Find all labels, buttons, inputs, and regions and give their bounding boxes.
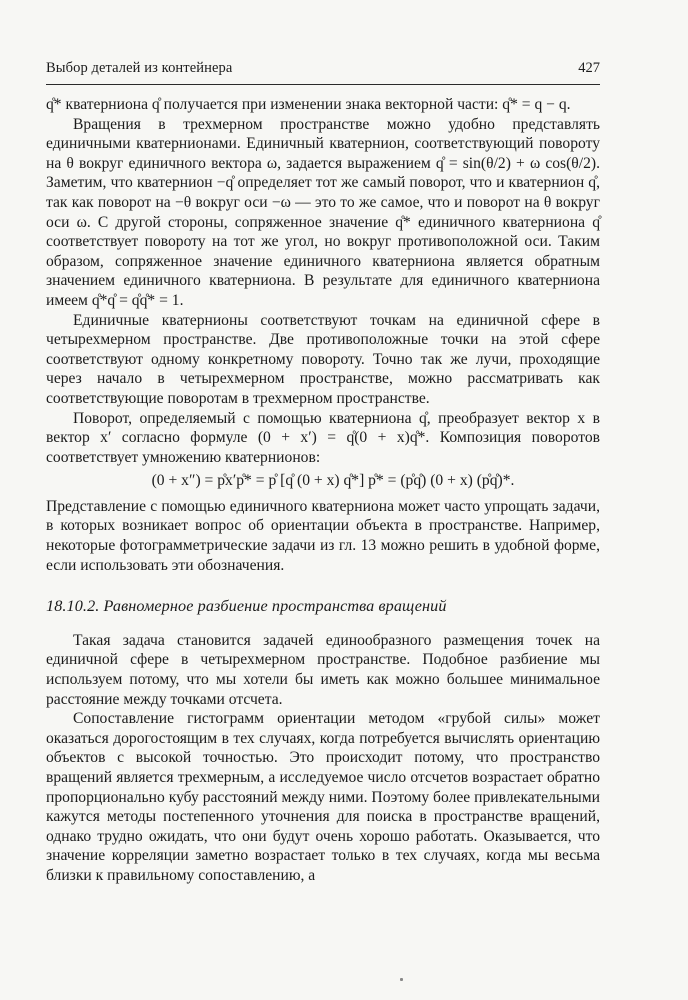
- header-rule: [46, 84, 600, 85]
- display-formula: (0 + x″) = p̊x′p̊* = p̊ [q̊ (0 + x) q̊*] p̊* = (p̊q̊) (0 + x) (p̊q̊)*.: [151, 472, 515, 490]
- chapter-title: Выбор деталей из контейнера: [46, 60, 233, 76]
- running-header: [46, 60, 600, 82]
- paragraph: Поворот, определяемый с помощью кватерниона q̊, преобразует вектор x в вектор x′ согласно формуле (0 + x′) = q̊(0 + x)q̊*. Композиция поворотов соответствует умножению кватернионов:: [46, 409, 600, 466]
- scan-speck: [400, 978, 403, 981]
- paragraph: Вращения в трехмерном пространстве можно удобно представлять единичными кватернионами. Единичный кватернион, соответствующий повороту на θ вокруг единичного вектора ω, задается выражением q̊ = sin(θ/2) + ω cos(θ/2). Заметим, что кватернион −q̊ определяет тот же самый поворот, что и кватернион q̊, так как поворот на −θ вокруг оси −ω — это то же самое, что и поворот на θ вокруг оси ω. С другой стороны, сопряженное значение q̊* единичного кватерниона q̊ соответствует повороту на тот же угол, но вокруг противоположной оси. Таким образом, сопряженное значение единичного кватерниона является обратным значением единичного кватерниона. В результате для единичного кватерниона имеем q̊*q̊ = q̊q̊* = 1.: [46, 115, 600, 309]
- page-number: 427: [578, 60, 600, 76]
- section-heading: 18.10.2. Равномерное разбиение пространства вращений: [46, 597, 447, 616]
- paragraph: Сопоставление гистограмм ориентации методом «грубой силы» может оказаться дорогостоящим в тех случаях, когда потребуется вычислять ориентацию объектов с высокой точностью. Это происходит потому, что пространство вращений является трехмерным, а исследуемое число отсчетов возрастает обратно пропорционально кубу расстояний между ними. Поэтому более привлекательными кажутся методы постепенного уточнения для поиска в пространстве вращений, однако трудно ожидать, что они будут очень хорошо работать. Оказывается, что значение корреляции заметно возрастает только в тех случаях, когда мы весьма близки к правильному сопоставлению, а: [46, 710, 600, 884]
- paragraph: Такая задача становится задачей единообразного размещения точек на единичной сфере в четырехмерном пространстве. Подобное разбиение мы используем потому, что мы хотели бы иметь как можно большее минимальное расстояние между точками отсчета.: [46, 631, 600, 708]
- paragraph-continued: q̊* кватерниона q̊ получается при изменении знака векторной части: q̊* = q − q.: [46, 96, 571, 113]
- page-body: [46, 95, 600, 886]
- paragraph: Представление с помощью единичного кватерниона может часто упрощать задачи, в которых возникает вопрос об ориентации объекта в пространстве. Например, некоторые фотограмметрические задачи из гл. 13 можно решить в удобной форме, если использовать эти обозначения.: [46, 497, 600, 574]
- paragraph: Единичные кватернионы соответствуют точкам на единичной сфере в четырехмерном пространстве. Две противоположные точки на этой сфере соответствуют одному конкретному повороту. Точно так же лучи, проходящие через начало в четырехмерном пространстве, можно рассматривать как соответствующие поворотам в трехмерном пространстве.: [46, 311, 600, 407]
